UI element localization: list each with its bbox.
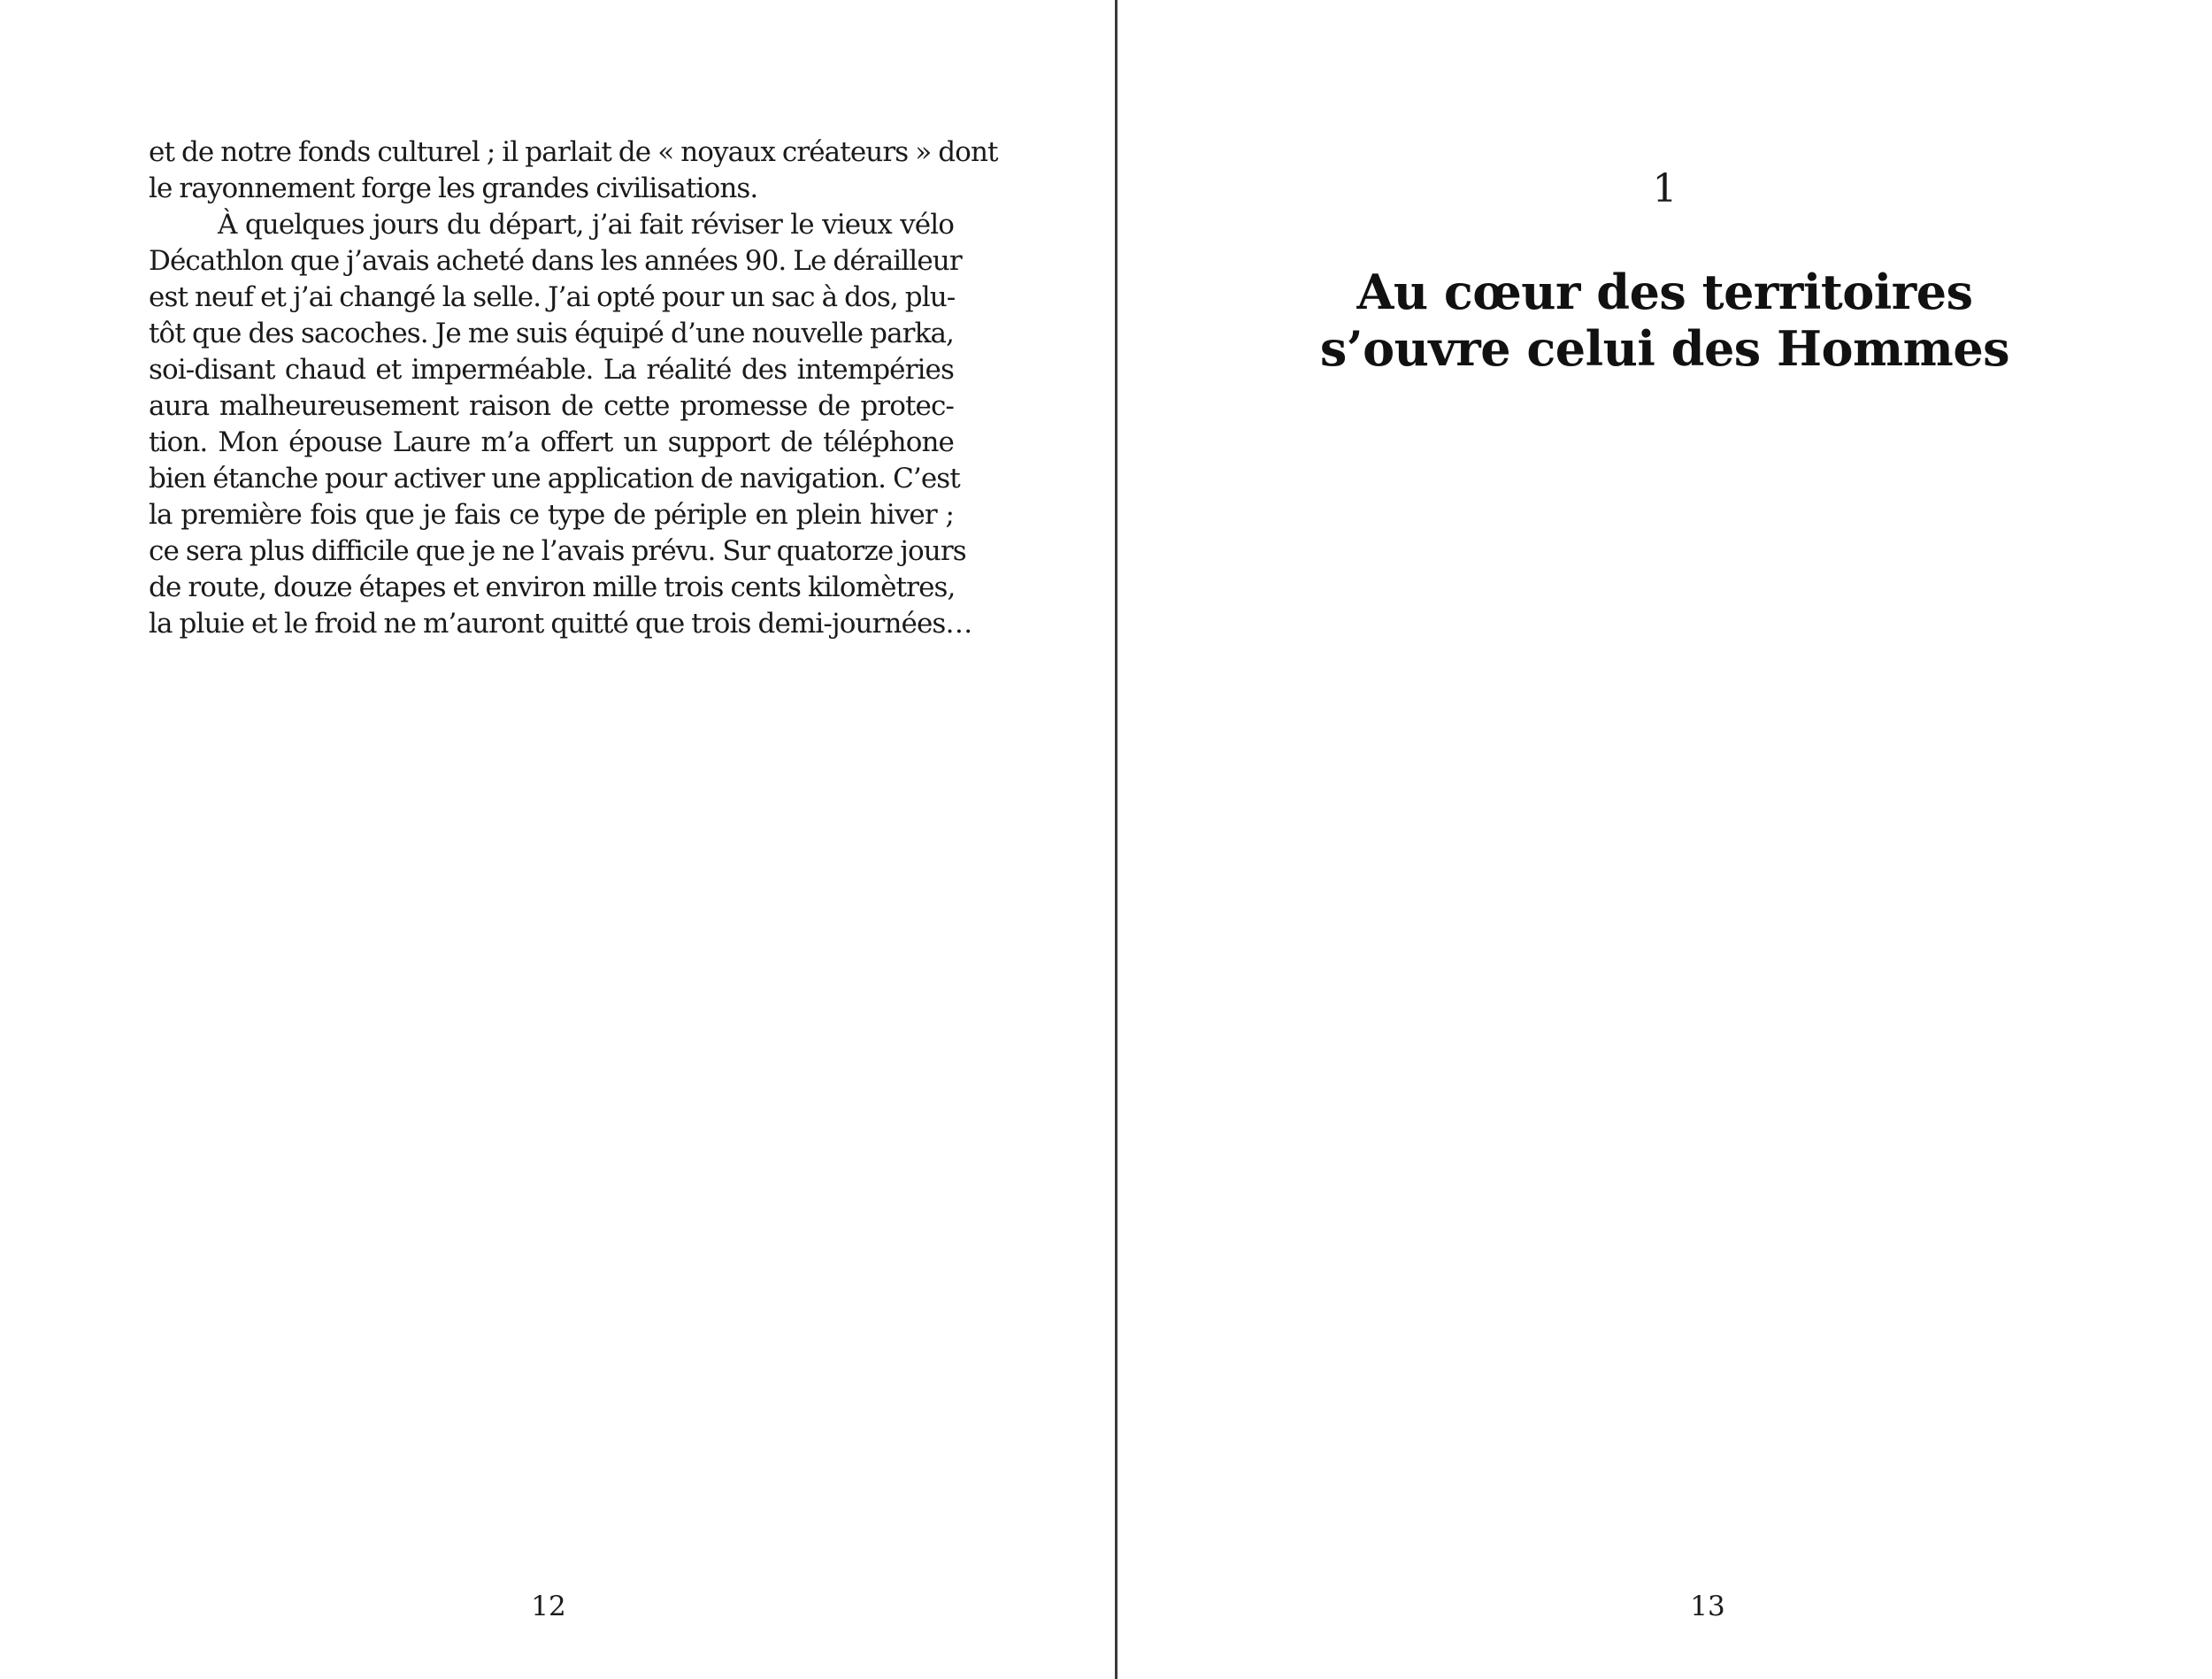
text-line: le rayonnement forge les grandes civilisations.: [149, 172, 758, 204]
chapter-title: [1118, 264, 2212, 377]
text-line: tion. Mon épouse Laure m’a offert un support de téléphone: [149, 426, 954, 458]
chapter-title-line: s’ouvre celui des Hommes: [1319, 320, 2010, 377]
right-page: [1118, 0, 2212, 1679]
chapter-number: 1: [1652, 166, 1678, 211]
text-line: ce sera plus difficile que je ne l’avais prévu. Sur quatorze jours: [149, 535, 966, 567]
text-line: À quelques jours du départ, j’ai fait réviser le vieux vélo: [218, 209, 954, 241]
text-line: bien étanche pour activer une application de navigation. C’est: [149, 463, 960, 494]
text-line: soi-disant chaud et imperméable. La réalité des intempéries: [149, 354, 954, 386]
page-number-right: 13: [1690, 1591, 1725, 1622]
page-number-left: 12: [531, 1591, 566, 1622]
text-line: tôt que des sacoches. Je me suis équipé d’une nouvelle parka,: [149, 318, 954, 349]
body-text: [149, 134, 998, 642]
chapter-title-line: Au cœur des territoires: [1356, 264, 1973, 320]
text-line: Décathlon que j’avais acheté dans les années 90. Le dérailleur: [149, 245, 962, 277]
text-line: et de notre fonds culturel ; il parlait de « noyaux créateurs » dont: [149, 136, 998, 168]
text-line: la première fois que je fais ce type de périple en plein hiver ;: [149, 499, 954, 531]
text-line: de route, douze étapes et environ mille trois cents kilomètres,: [149, 571, 956, 603]
text-line: est neuf et j’ai changé la selle. J’ai opté pour un sac à dos, plu-: [149, 281, 956, 313]
text-line: aura malheureusement raison de cette promesse de protec-: [149, 390, 954, 422]
text-line: la pluie et le froid ne m’auront quitté que trois demi-journées…: [149, 608, 972, 640]
